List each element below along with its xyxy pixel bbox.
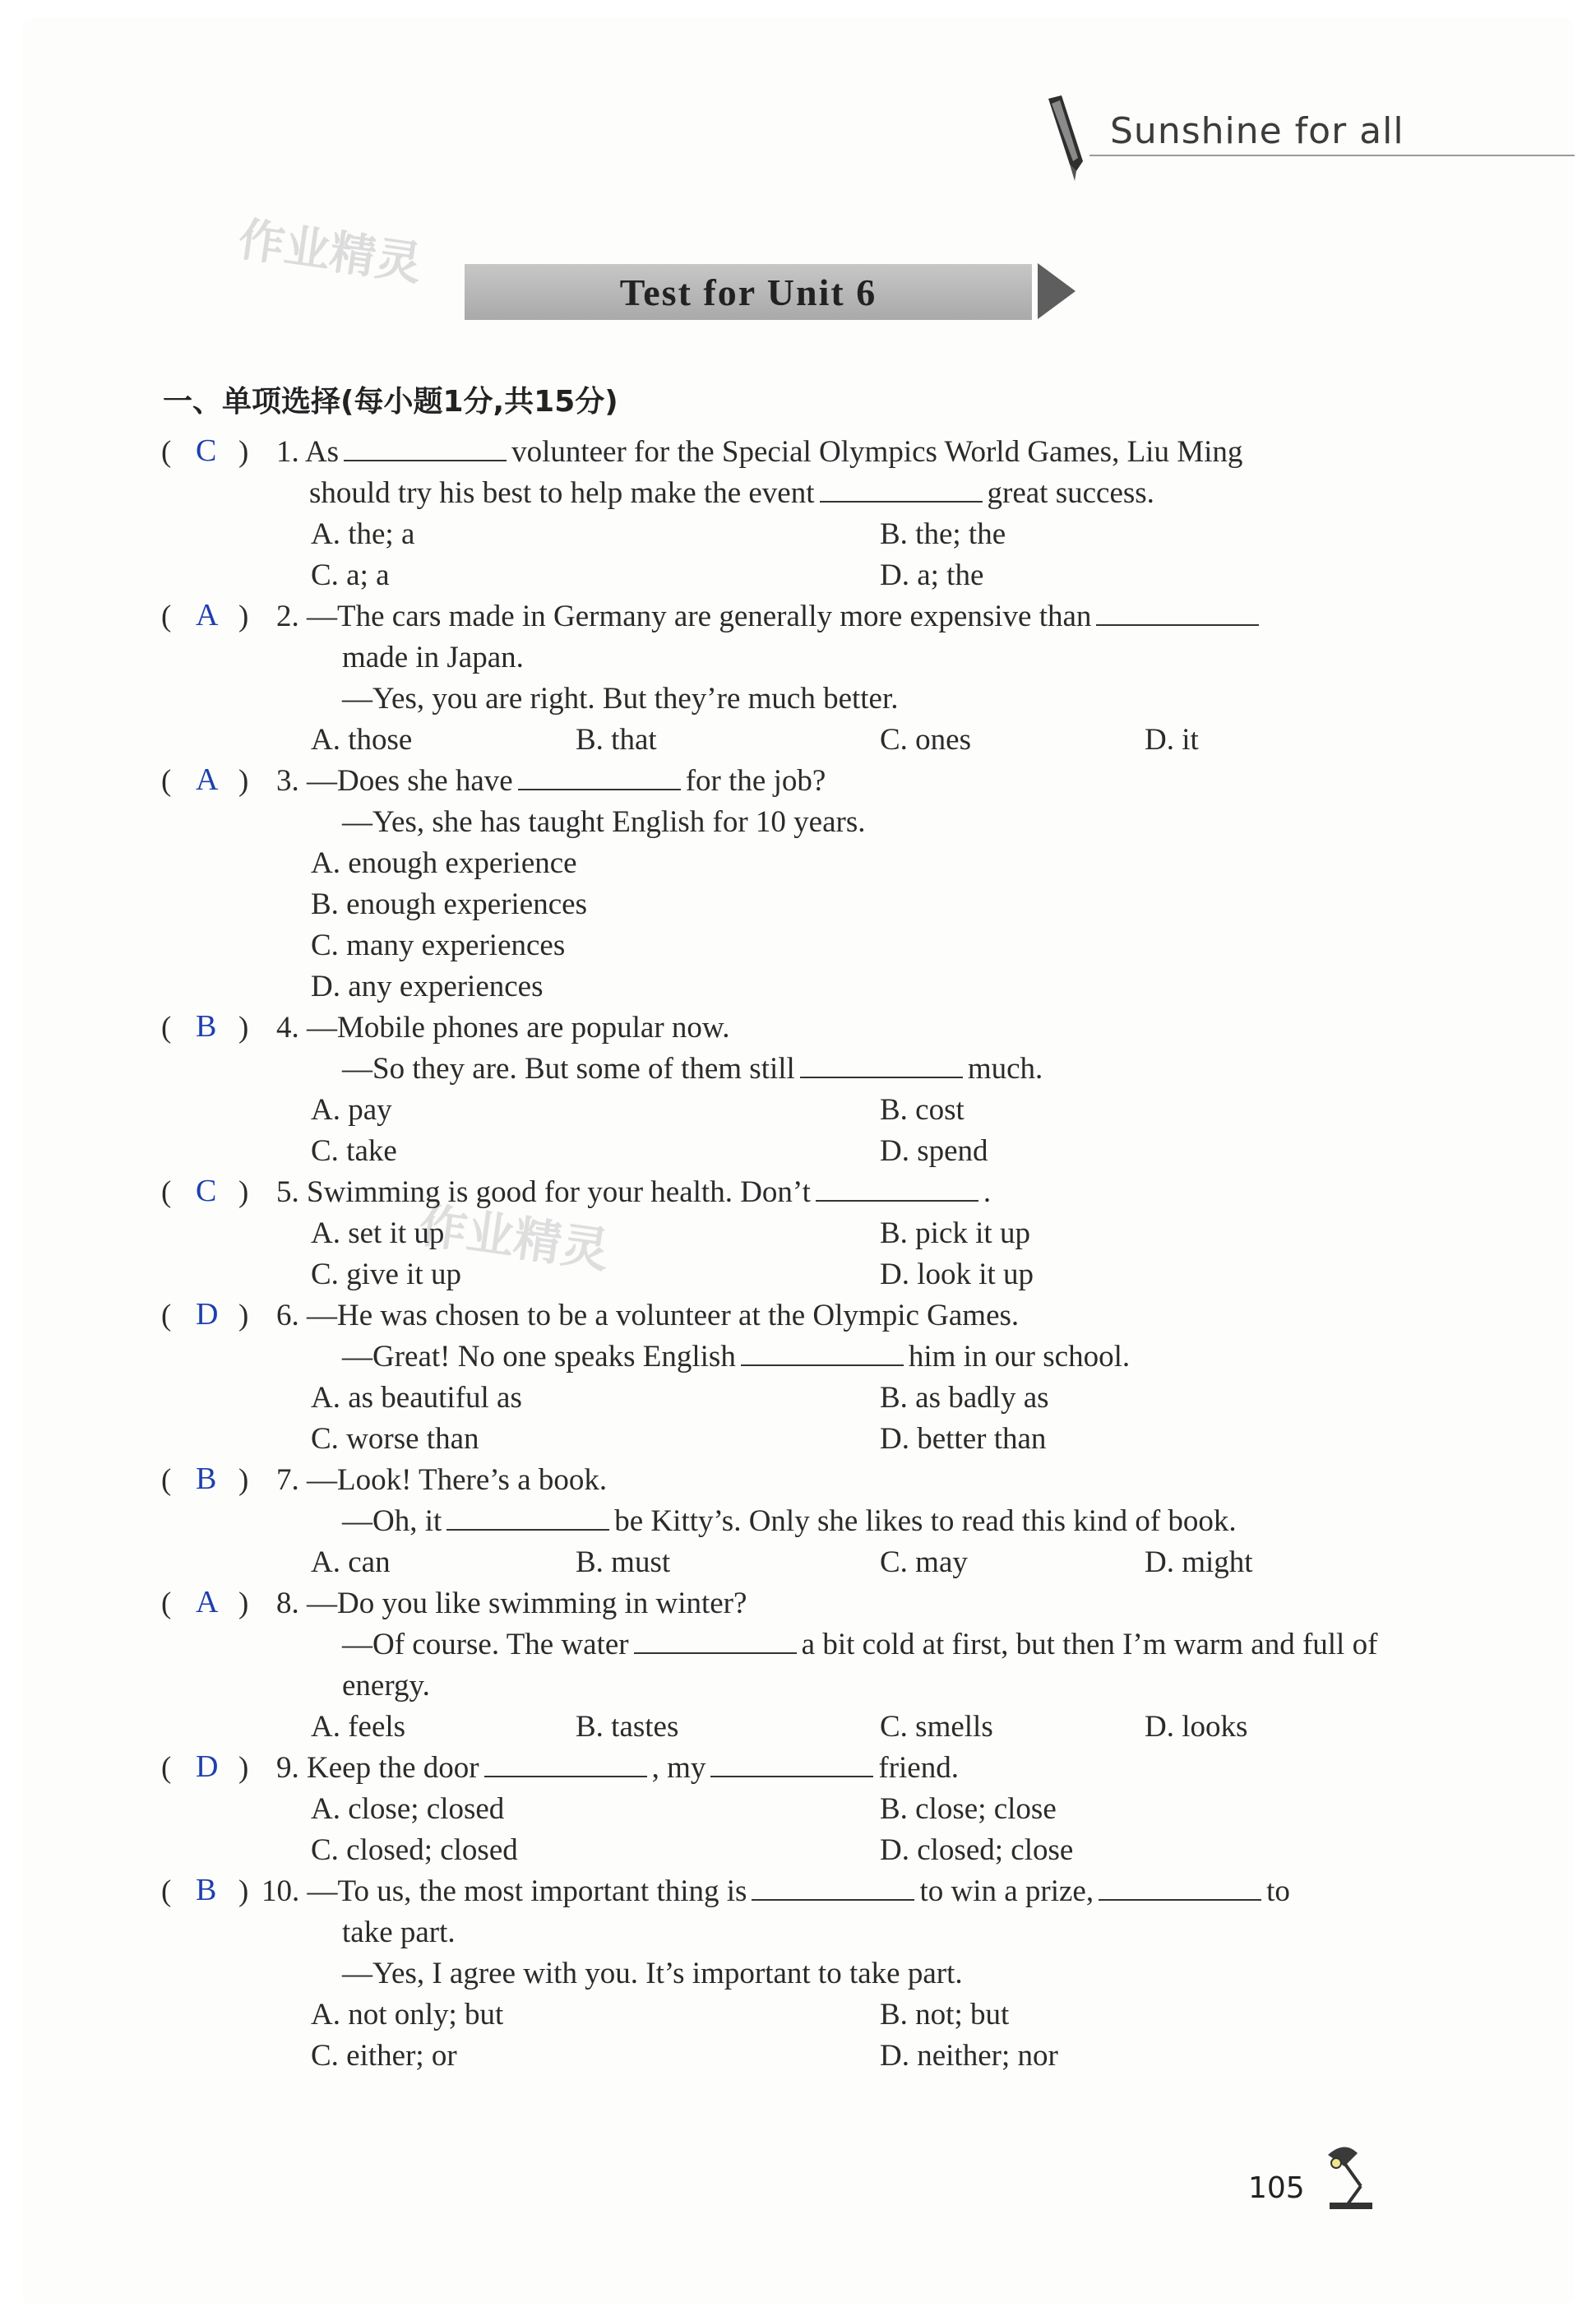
answer-letter: D — [196, 1749, 219, 1784]
header-rule — [1089, 155, 1575, 156]
answer-blank[interactable] — [1099, 1874, 1261, 1901]
text-segment: —Yes, I agree with you. It’s important to take part. — [342, 1957, 963, 1990]
text-segment: 5. Swimming is good for your health. Don’t — [276, 1175, 811, 1209]
answer-letter: A — [196, 762, 219, 797]
option-choice[interactable]: A. can — [311, 1545, 391, 1579]
answer-paren-open: ( — [161, 1175, 172, 1209]
option-choice[interactable]: D. looks — [1145, 1710, 1248, 1744]
answer-paren-open: ( — [161, 1299, 172, 1332]
option-choice[interactable]: C. a; a — [311, 558, 390, 592]
option-choice[interactable]: D. any experiences — [311, 970, 544, 1003]
section-heading: 一、单项选择(每小题1分,共15分) — [163, 385, 618, 419]
answer-paren-open: ( — [161, 600, 172, 633]
answer-paren-close: ) — [238, 1299, 249, 1332]
text-segment: —Great! No one speaks English — [342, 1340, 736, 1374]
answer-paren-close: ) — [238, 1175, 249, 1209]
text-segment: friend. — [878, 1751, 959, 1785]
answer-paren-close: ) — [238, 600, 249, 633]
option-choice[interactable]: B. tastes — [576, 1710, 679, 1744]
option-choice[interactable]: B. not; but — [880, 1998, 1010, 2031]
question-text — [342, 1915, 456, 1950]
answer-paren-open: ( — [161, 1011, 172, 1045]
text-segment: —Oh, it — [342, 1504, 442, 1538]
text-segment: much. — [967, 1052, 1043, 1086]
text-segment: for the job? — [685, 764, 826, 798]
option-choice[interactable]: C. take — [311, 1134, 397, 1168]
option-choice[interactable]: C. closed; closed — [311, 1833, 518, 1867]
answer-blank[interactable] — [816, 1175, 978, 1202]
answer-paren-open: ( — [161, 435, 172, 469]
text-segment: 2. —The cars made in Germany are generally more expensive than — [276, 600, 1092, 633]
answer-blank[interactable] — [446, 1504, 609, 1531]
option-choice[interactable]: B. cost — [880, 1093, 965, 1127]
text-segment: to — [1266, 1874, 1290, 1908]
question-text — [342, 1503, 1237, 1539]
answer-blank[interactable] — [820, 476, 983, 503]
option-choice[interactable]: A. enough experience — [311, 846, 577, 880]
option-choice[interactable]: D. it — [1145, 723, 1199, 757]
text-segment: energy. — [342, 1669, 430, 1703]
answer-letter: C — [196, 1174, 217, 1208]
option-choice[interactable]: B. must — [576, 1545, 671, 1579]
answer-letter: A — [196, 598, 219, 632]
question-text — [342, 640, 524, 675]
answer-blank[interactable] — [752, 1874, 914, 1901]
question-text — [276, 1750, 959, 1786]
option-choice[interactable]: A. feels — [311, 1710, 406, 1744]
answer-paren-close: ) — [238, 764, 249, 798]
question-text — [276, 599, 1264, 634]
question-text — [309, 475, 1154, 511]
option-choice[interactable]: C. smells — [880, 1710, 993, 1744]
question-text — [342, 1339, 1130, 1374]
text-segment: him in our school. — [908, 1340, 1131, 1374]
question-text — [276, 434, 1242, 470]
text-segment: volunteer for the Special Olympics World Games, Liu Ming — [511, 435, 1243, 469]
brand-title: Sunshine for all — [1110, 110, 1404, 152]
text-segment: —So they are. But some of them still — [342, 1052, 795, 1086]
answer-paren-close: ) — [238, 1874, 249, 1908]
option-choice[interactable]: A. those — [311, 723, 413, 757]
option-choice[interactable]: C. worse than — [311, 1422, 479, 1456]
text-segment: 7. —Look! There’s a book. — [276, 1463, 608, 1497]
desk-lamp-icon — [1311, 2138, 1386, 2212]
text-segment: —Of course. The water — [342, 1628, 629, 1661]
option-choice[interactable]: A. as beautiful as — [311, 1381, 522, 1415]
question-text — [342, 681, 899, 716]
answer-blank[interactable] — [741, 1340, 904, 1366]
answer-blank[interactable] — [1096, 600, 1259, 626]
option-choice[interactable]: C. ones — [880, 723, 971, 757]
answer-paren-close: ) — [238, 1751, 249, 1785]
answer-paren-open: ( — [161, 1874, 172, 1908]
text-segment: to win a prize, — [919, 1874, 1094, 1908]
option-choice[interactable]: A. the; a — [311, 517, 415, 551]
pen-icon — [1040, 92, 1098, 183]
text-segment: should try his best to help make the event — [309, 476, 815, 510]
option-choice[interactable]: B. the; the — [880, 517, 1006, 551]
option-choice[interactable]: D. neither; nor — [880, 2039, 1058, 2073]
text-segment: be Kitty’s. Only she likes to read this kind of book. — [614, 1504, 1237, 1538]
question-text — [342, 1956, 963, 1991]
option-choice[interactable]: B. close; close — [880, 1792, 1057, 1826]
question-text — [261, 1874, 1290, 1909]
test-title-bar — [465, 264, 1032, 320]
answer-paren-close: ) — [238, 1587, 249, 1620]
answer-blank[interactable] — [800, 1052, 963, 1078]
option-choice[interactable]: D. spend — [880, 1134, 988, 1168]
text-segment: , my — [651, 1751, 706, 1785]
option-choice[interactable]: C. either; or — [311, 2039, 457, 2073]
test-title: Test for Unit 6 — [619, 271, 877, 313]
text-segment: 8. —Do you like swimming in winter? — [276, 1587, 747, 1620]
text-segment: 3. —Does she have — [276, 764, 513, 798]
text-segment: 6. —He was chosen to be a volunteer at the Olympic Games. — [276, 1299, 1020, 1332]
page-number: 105 — [1248, 2171, 1305, 2205]
option-choice[interactable]: D. closed; close — [880, 1833, 1074, 1867]
option-choice[interactable]: B. as badly as — [880, 1381, 1049, 1415]
watermark: 作业精灵 — [415, 1197, 613, 1279]
text-segment: 4. —Mobile phones are popular now. — [276, 1011, 730, 1045]
answer-letter: B — [196, 1009, 217, 1044]
option-choice[interactable]: C. many experiences — [311, 929, 566, 962]
option-choice[interactable]: B. enough experiences — [311, 887, 587, 921]
option-choice[interactable]: B. that — [576, 723, 657, 757]
question-text — [342, 1627, 1377, 1662]
watermark: 作业精灵 — [234, 212, 425, 292]
text-segment: great success. — [987, 476, 1154, 510]
option-choice[interactable]: B. pick it up — [880, 1216, 1030, 1250]
answer-paren-close: ) — [238, 1463, 249, 1497]
text-segment: made in Japan. — [342, 641, 524, 674]
text-segment: a bit cold at first, but then I’m warm and full of — [801, 1628, 1378, 1661]
option-choice[interactable]: C. give it up — [311, 1258, 461, 1291]
option-choice[interactable]: D. look it up — [880, 1258, 1034, 1291]
question-text — [276, 1586, 747, 1621]
answer-blank[interactable] — [484, 1751, 647, 1777]
option-choice[interactable]: D. better than — [880, 1422, 1047, 1456]
question-text — [342, 1051, 1043, 1086]
option-choice[interactable]: A. set it up — [311, 1216, 445, 1250]
text-segment: 1. As — [276, 435, 340, 469]
option-choice[interactable]: A. pay — [311, 1093, 392, 1127]
answer-blank[interactable] — [710, 1751, 873, 1777]
text-segment: 9. Keep the door — [276, 1751, 479, 1785]
answer-letter: A — [196, 1585, 219, 1619]
question-text — [342, 1668, 430, 1703]
answer-blank[interactable] — [518, 764, 681, 790]
answer-letter: B — [196, 1873, 217, 1907]
text-segment: take part. — [342, 1916, 456, 1949]
option-choice[interactable]: D. a; the — [880, 558, 984, 592]
text-segment: . — [983, 1175, 992, 1209]
answer-paren-open: ( — [161, 1587, 172, 1620]
text-segment: —Yes, you are right. But they’re much better. — [342, 682, 899, 716]
answer-letter: B — [196, 1462, 217, 1496]
answer-letter: C — [196, 433, 217, 468]
question-text — [276, 1298, 1019, 1333]
page-header — [1040, 92, 1575, 183]
answer-paren-open: ( — [161, 1751, 172, 1785]
answer-blank[interactable] — [634, 1628, 797, 1654]
question-text — [276, 1174, 991, 1210]
option-choice[interactable]: C. may — [880, 1545, 968, 1579]
text-segment: 10. —To us, the most important thing is — [261, 1874, 747, 1908]
answer-blank[interactable] — [344, 435, 507, 461]
question-text — [276, 1462, 607, 1498]
answer-paren-close: ) — [238, 1011, 249, 1045]
question-text — [342, 804, 865, 840]
arrow-icon — [1038, 263, 1076, 319]
question-text — [276, 1010, 729, 1045]
answer-paren-close: ) — [238, 435, 249, 469]
option-choice[interactable]: D. might — [1145, 1545, 1253, 1579]
text-segment: —Yes, she has taught English for 10 years. — [342, 805, 866, 839]
answer-paren-open: ( — [161, 1463, 172, 1497]
answer-paren-open: ( — [161, 764, 172, 798]
answer-letter: D — [196, 1297, 219, 1332]
option-choice[interactable]: A. not only; but — [311, 1998, 504, 2031]
question-text — [276, 763, 826, 799]
option-choice[interactable]: A. close; closed — [311, 1792, 505, 1826]
